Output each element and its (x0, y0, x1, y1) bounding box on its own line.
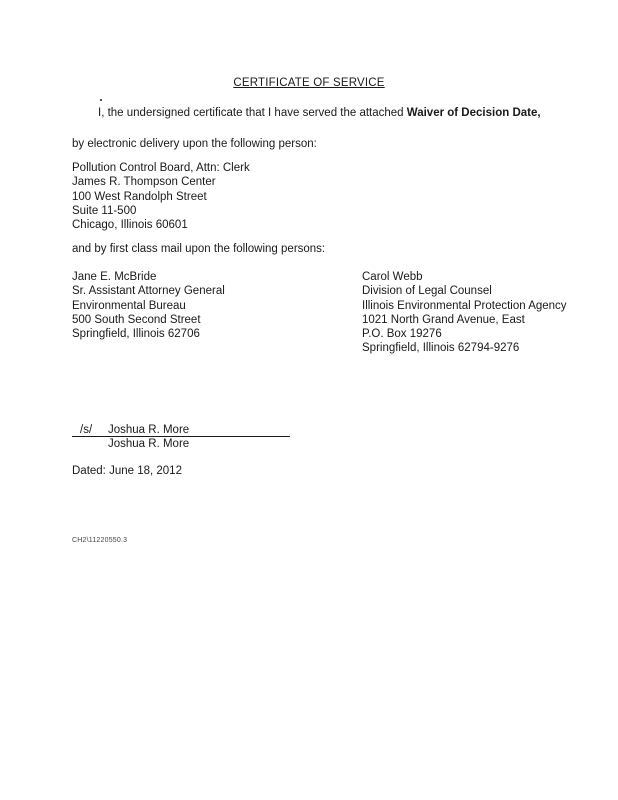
address-line: Suite 11-500 (72, 204, 137, 217)
address-line: P.O. Box 19276 (362, 328, 442, 341)
mail-recipient-right-address (362, 270, 567, 356)
address-line: 100 West Randolph Street (72, 190, 207, 203)
address-line: Sr. Assistant Attorney General (72, 285, 225, 298)
address-line: James R. Thompson Center (72, 176, 216, 189)
page-title: CERTIFICATE OF SERVICE (233, 77, 385, 89)
intro-paragraph (98, 107, 541, 119)
address-line: Pollution Control Board, Attn: Clerk (72, 162, 250, 174)
intro-prefix: I, the undersigned certificate that I have served the attached (98, 107, 407, 119)
intro-document-name: Waiver of Decision Date (406, 107, 538, 119)
electronic-delivery-line: by electronic delivery upon the following person: (72, 138, 317, 150)
dated-line: Dated: June 18, 2012 (72, 465, 182, 477)
address-line: Chicago, Illinois 60601 (72, 219, 188, 232)
address-line: Jane E. McBride (72, 271, 157, 283)
address-line: 500 South Second Street (72, 313, 201, 326)
intro-suffix: , (537, 107, 541, 119)
signature-signed-name: Joshua R. More (108, 424, 190, 436)
stray-mark (100, 99, 102, 101)
document-code: CH2\11220550.3 (72, 537, 128, 544)
address-line: Carol Webb (362, 271, 423, 283)
mail-recipient-left-address (72, 270, 225, 341)
address-line: Environmental Bureau (72, 299, 186, 312)
signature-printed-name: Joshua R. More (108, 438, 190, 450)
address-line: Springfield, Illinois 62706 (72, 328, 200, 341)
address-line: Illinois Environmental Protection Agency (362, 299, 567, 312)
first-class-mail-line: and by first class mail upon the following persons: (72, 243, 326, 255)
address-line: Springfield, Illinois 62794-9276 (362, 342, 520, 355)
signature-slash-s: /s/ (80, 424, 93, 436)
address-line: 1021 North Grand Avenue, East (362, 313, 525, 326)
electronic-recipient-address (72, 161, 250, 232)
address-line: Division of Legal Counsel (362, 285, 492, 298)
signature-line (72, 436, 290, 437)
